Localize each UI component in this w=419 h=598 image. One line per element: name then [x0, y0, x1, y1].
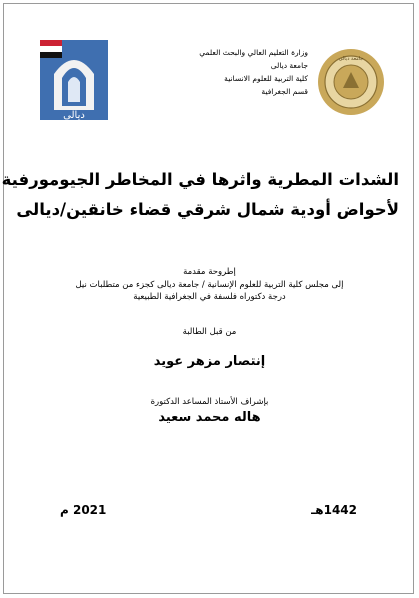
arch-core: [68, 77, 80, 102]
college-logo-text: ديالى: [63, 110, 85, 120]
supervisor-name: هاله محمد سعيد: [158, 410, 261, 425]
author-name: إنتصار مزهر عويد: [153, 354, 266, 369]
ministry-name: وزارة التعليم العالي والبحث العلمي: [199, 48, 308, 57]
college-name: كلية التربية للعلوم الانسانية: [224, 74, 308, 83]
flag-red: [40, 40, 62, 46]
department-name: قسم الجغرافية: [261, 87, 308, 96]
thesis-title-line1: الشدات المطرية واثرها في المخاطر الجيومورفية: [1, 170, 399, 189]
seal-text: جامعة ديالى: [338, 56, 364, 62]
thesis-title-line2: لأحواض أودية شمال شرقي قضاء خانقين/ديالى: [16, 200, 399, 219]
gregorian-year: 2021 م: [60, 503, 107, 517]
author-label: من قبل الطالبة: [182, 327, 237, 337]
supervisor-label: بإشراف الأستاذ المساعد الدكتورة: [150, 397, 269, 407]
university-name: جامعة ديالى: [270, 61, 308, 70]
submission-line3: درجة دكتوراه فلسفة في الجغرافية الطبيعية: [133, 292, 286, 302]
flag-black: [40, 52, 62, 58]
hijri-year: 1442هـ: [311, 503, 357, 517]
submission-line1: إطروحة مقدمة: [183, 267, 236, 277]
submission-line2: إلى مجلس كلية التربية للعلوم الإنسانية / جامعة ديالى كجزء من متطلبات نيل: [75, 279, 344, 290]
university-seal: [317, 48, 385, 116]
college-logo: [40, 40, 108, 120]
submission-statement: [20, 266, 399, 304]
ministry-header: [130, 46, 308, 98]
flag-white: [40, 46, 62, 52]
